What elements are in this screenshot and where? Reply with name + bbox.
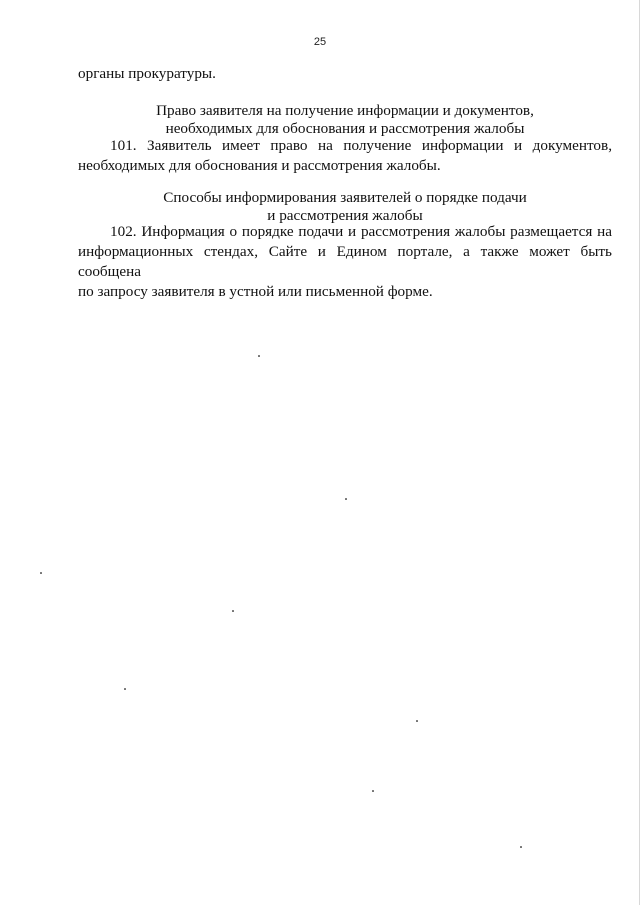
top-fragment-text: органы прокуратуры. [78,65,216,82]
scan-speck [520,846,522,848]
heading-line: Способы информирования заявителей о порядке подачи [163,189,527,206]
paragraph-line: по запросу заявителя в устной или письменной форме. [78,283,433,300]
paragraph-line: 101. Заявитель имеет право на получение информации и документов, [110,137,612,154]
section-heading-informing-methods [78,189,612,225]
paragraph-line: 102. Информация о порядке подачи и рассмотрения жалобы размещается на [110,223,612,240]
scan-speck [232,610,234,612]
scan-speck [40,572,42,574]
paragraph-line: необходимых для обоснования и рассмотрения жалобы. [78,157,441,174]
top-fragment-paragraph [78,64,612,84]
scan-speck [372,790,374,792]
page-number: 25 [313,36,327,48]
paragraph-102 [78,222,612,302]
heading-line: Право заявителя на получение информации и документов, [156,102,534,119]
section-heading-right-to-information [78,102,612,138]
heading-line: необходимых для обоснования и рассмотрения жалобы [165,120,525,137]
paragraph-101 [78,136,612,176]
scan-speck [416,720,418,722]
scan-speck [124,688,126,690]
scan-speck [258,355,260,357]
paragraph-line: информационных стендах, Сайте и Едином портале, а также может быть сообщена [78,243,612,280]
heading-line: и рассмотрения жалобы [267,207,423,224]
scan-speck [345,498,347,500]
